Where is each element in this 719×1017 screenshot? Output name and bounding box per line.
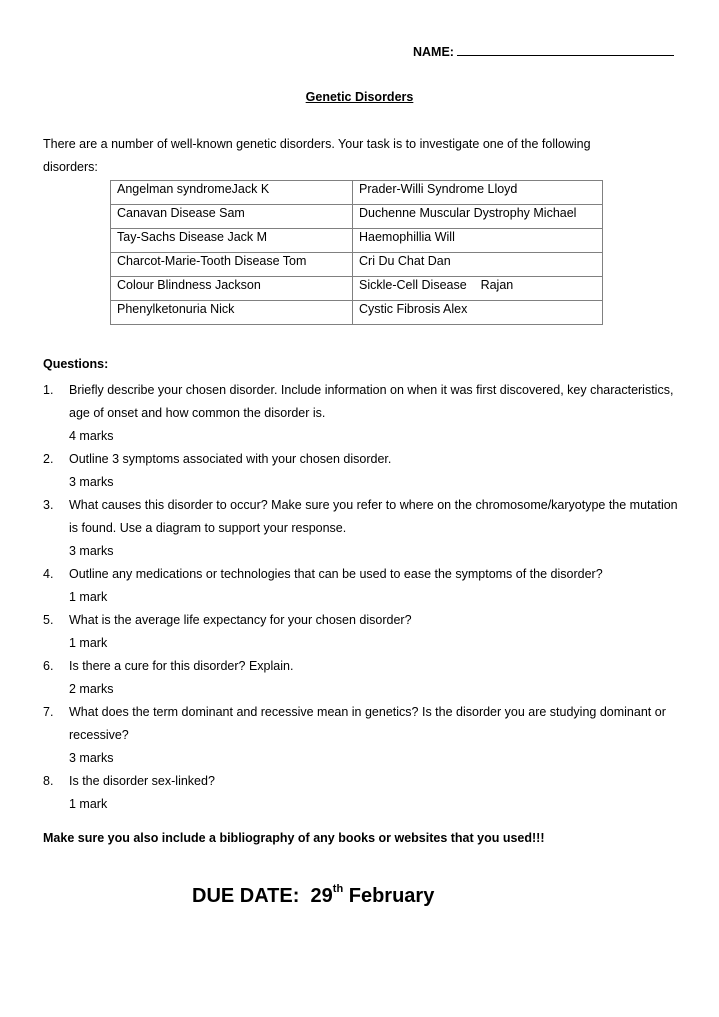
question-item [43, 379, 683, 448]
question-item [43, 655, 683, 701]
due-date-day: 29 [310, 885, 333, 907]
question-item [43, 701, 683, 770]
table-cell: Cystic Fibrosis Alex [353, 301, 603, 325]
question-item [43, 494, 683, 563]
question-text: Briefly describe your chosen disorder. Include information on when it was first discovered, key characteristics, age of onset and how common the disorder is. [69, 383, 674, 420]
question-number: 6. [43, 659, 54, 673]
intro-paragraph: There are a number of well-known genetic disorders. Your task is to investigate one of the following disorders: [43, 137, 591, 174]
bibliography-note: Make sure you also include a bibliography of any books or websites that you used!!! [43, 831, 545, 845]
table-cell: Prader-Willi Syndrome Lloyd [353, 181, 603, 205]
question-marks: 1 mark [69, 797, 108, 811]
question-number: 4. [43, 567, 54, 581]
table-row [111, 229, 603, 253]
table-row [111, 205, 603, 229]
question-marks: 2 marks [69, 682, 114, 696]
due-date-suffix: th [332, 883, 344, 896]
question-item [43, 770, 683, 816]
table-cell: Sickle-Cell Disease Rajan [353, 277, 603, 301]
table-cell: Haemophillia Will [353, 229, 603, 253]
name-label: NAME: [413, 45, 454, 59]
due-date-month: February [348, 885, 435, 907]
table-row [111, 277, 603, 301]
page-title [0, 90, 719, 104]
question-number: 7. [43, 705, 54, 719]
name-blank-line[interactable] [457, 43, 674, 56]
question-number: 2. [43, 452, 54, 466]
question-number: 5. [43, 613, 54, 627]
question-marks: 3 marks [69, 751, 114, 765]
question-marks: 4 marks [69, 429, 114, 443]
table-row [111, 181, 603, 205]
table-row [111, 301, 603, 325]
table-cell: Duchenne Muscular Dystrophy Michael [353, 205, 603, 229]
question-text: What is the average life expectancy for your chosen disorder? [69, 613, 412, 627]
table-cell: Phenylketonuria Nick [111, 301, 353, 325]
question-marks: 1 mark [69, 590, 108, 604]
disorders-table [110, 180, 603, 325]
question-marks: 3 marks [69, 475, 114, 489]
question-text: What causes this disorder to occur? Make sure you refer to where on the chromosome/karyotype the mutation is found. Use a diagram to support your response. [69, 498, 678, 535]
table-cell: Colour Blindness Jackson [111, 277, 353, 301]
due-date-label: DUE DATE: [192, 885, 300, 907]
table-row [111, 253, 603, 277]
question-item [43, 448, 683, 494]
question-text: Outline 3 symptoms associated with your chosen disorder. [69, 452, 392, 466]
question-text: Outline any medications or technologies that can be used to ease the symptoms of the disorder? [69, 567, 603, 581]
question-item [43, 609, 683, 655]
questions-heading: Questions: [43, 357, 109, 371]
name-field-label [413, 43, 674, 59]
question-marks: 3 marks [69, 544, 114, 558]
question-number: 8. [43, 774, 54, 788]
page-title-text: Genetic Disorders [305, 90, 414, 104]
table-cell: Charcot-Marie-Tooth Disease Tom [111, 253, 353, 277]
table-cell: Cri Du Chat Dan [353, 253, 603, 277]
question-number: 3. [43, 498, 54, 512]
question-text: Is the disorder sex-linked? [69, 774, 215, 788]
table-cell: Tay-Sachs Disease Jack M [111, 229, 353, 253]
due-date [192, 885, 434, 908]
question-marks: 1 mark [69, 636, 108, 650]
table-cell: Canavan Disease Sam [111, 205, 353, 229]
questions-list [43, 379, 683, 816]
question-item [43, 563, 683, 609]
table-cell: Angelman syndromeJack K [111, 181, 353, 205]
question-text: What does the term dominant and recessive mean in genetics? Is the disorder you are studying dominant or recessive? [69, 705, 666, 742]
question-number: 1. [43, 383, 54, 397]
question-text: Is there a cure for this disorder? Explain. [69, 659, 294, 673]
